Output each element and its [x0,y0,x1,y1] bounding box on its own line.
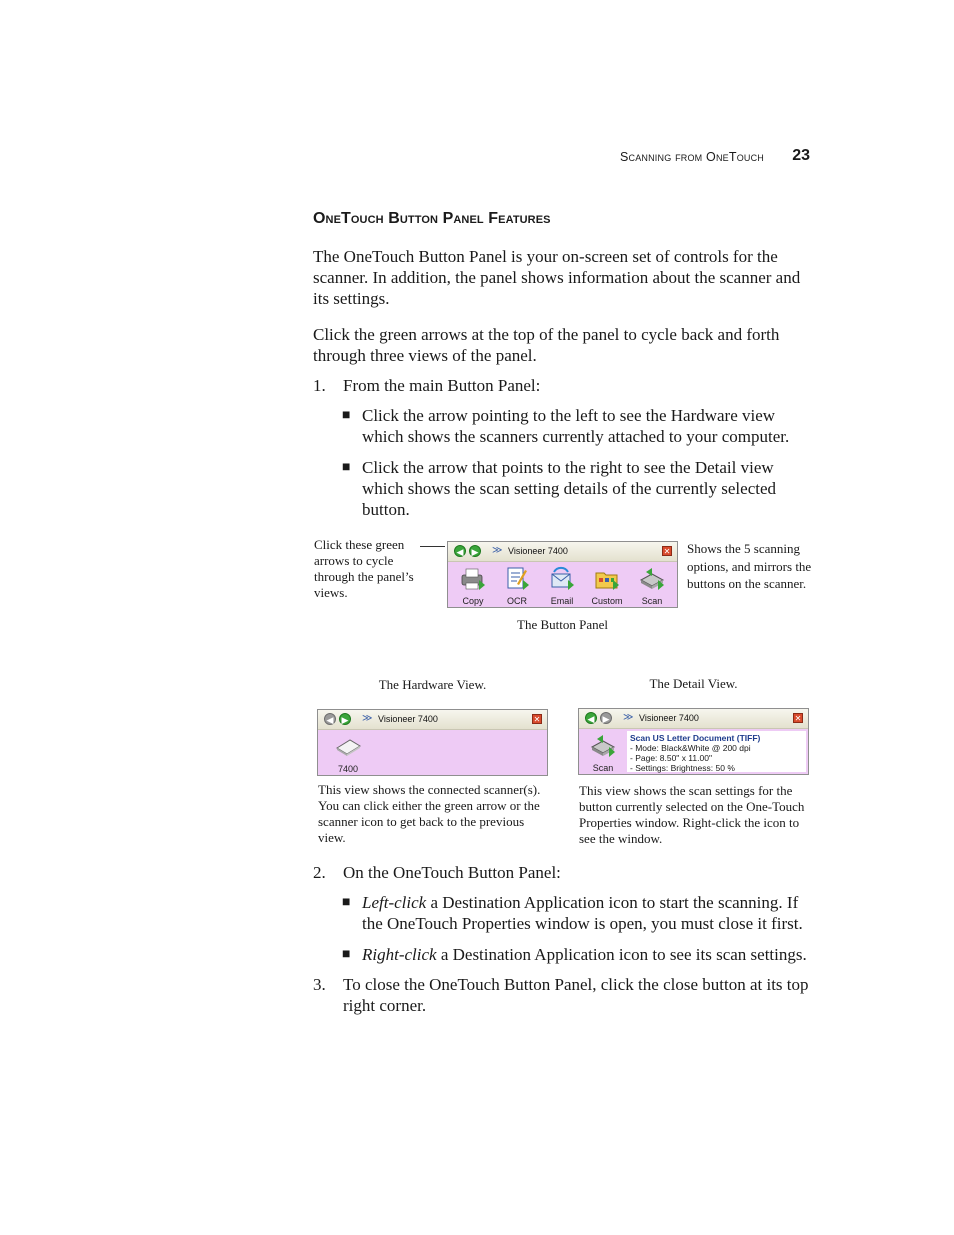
scanner-icon [638,566,666,592]
detail-line: - Settings: Brightness: 50 % [630,763,735,773]
bullet-square-icon: ■ [342,408,351,423]
device-label: 7400 [337,764,359,774]
detail-line: - Page: 8.50" x 11.00" [630,753,712,763]
step-text: From the main Button Panel: [343,376,541,395]
document-edit-icon [503,566,531,592]
detail-line: - Mode: Black&White @ 200 dpi [630,743,751,753]
step-text: On the OneTouch Button Panel: [343,863,561,882]
forward-arrow-icon[interactable]: ▶ [469,545,481,557]
step-number: 3. [313,975,326,994]
back-arrow-icon[interactable]: ◀ [324,713,336,725]
button-label: Custom [591,596,623,606]
scanner-name: Visioneer 7400 [508,546,568,556]
emphasis: Right-click [362,945,437,964]
bullet-item [342,457,814,520]
callout-connector-line [420,546,445,547]
button-label: Email [550,596,574,606]
button-panel-screenshot [447,541,678,608]
scanner-icon [589,733,617,759]
custom-button[interactable] [585,564,629,608]
scan-button[interactable] [630,564,674,608]
bullet-text [362,892,814,934]
scanner-small-icon: ≫ [362,713,373,724]
intro-paragraph: The OneTouch Button Panel is your on-screen set of controls for the scanner. In addition, the panel shows information about the scanner and its settings. [313,247,801,308]
arrows-paragraph: Click the green arrows at the top of the panel to cycle back and forth through three views of the panel. [313,325,780,365]
step-text: To close the OneTouch Button Panel, click the close button at its top right corner. [343,975,809,1015]
button-label: Copy [462,596,484,606]
bullet-text: Click the arrow that points to the right to see the Detail view which shows the scan setting details of the currently selected button. [362,458,777,519]
scanner-small-icon: ≫ [623,712,634,723]
hardware-view-description: This view shows the connected scanner(s). You can click either the green arrow or the scanner icon to get back to the previous view. [318,782,541,845]
detail-title: Scan US Letter Document (TIFF) [630,733,761,743]
figure-caption: The Hardware View. [378,677,487,692]
bullet-text: Click the arrow pointing to the left to see the Hardware view which shows the scanners currently attached to your computer. [362,406,790,446]
scanner-name: Visioneer 7400 [378,714,438,724]
close-icon[interactable]: ✕ [794,714,802,723]
forward-arrow-icon[interactable]: ▶ [600,712,612,724]
email-button[interactable] [540,564,584,608]
detail-view-screenshot [578,708,809,775]
bullet-square-icon: ■ [342,895,351,910]
bullet-text [362,944,814,965]
copy-button[interactable] [451,564,495,608]
detail-view-description: This view shows the scan settings for the button currently selected on the One-Touch Properties window. Right-click the icon to see the window. [579,783,805,846]
ocr-button[interactable] [495,564,539,608]
step-1 [313,375,813,396]
callout-left: Click these green arrows to cycle through the panel’s views. [314,537,414,600]
panel-buttons-area [448,562,677,607]
hardware-area [318,730,547,775]
folder-icon [593,566,621,592]
step-number: 1. [313,376,326,395]
panel-titlebar [318,710,547,730]
bullet-body: a Destination Application icon to see its scan settings. [436,945,807,964]
step-number: 2. [313,863,326,882]
email-icon [548,566,576,592]
printer-icon [459,566,487,592]
emphasis: Left-click [362,893,427,912]
bullet-item [342,892,814,934]
hardware-view-screenshot [317,709,548,776]
panel-titlebar [579,709,808,729]
scan-button[interactable] [581,731,625,775]
figure-caption: The Button Panel [517,617,608,632]
scan-settings-details [627,731,806,772]
detail-area [579,729,808,774]
step-3 [313,974,813,1016]
close-icon[interactable]: ✕ [663,547,671,556]
panel-titlebar [448,542,677,562]
step-2 [313,862,813,883]
scanner-device-button[interactable] [326,732,370,776]
button-label: OCR [507,596,527,606]
bullet-item [342,944,814,965]
scanner-icon [334,734,362,760]
back-arrow-icon[interactable]: ◀ [454,545,466,557]
callout-right: Shows the 5 scanning options, and mirrors the buttons on the scanner. [687,541,812,591]
button-label: Scan [641,596,663,606]
forward-arrow-icon[interactable]: ▶ [339,713,351,725]
button-label: Scan [592,763,614,773]
bullet-square-icon: ■ [342,460,351,475]
section-title: OneTouch Button Panel Features [313,210,551,227]
bullet-square-icon: ■ [342,947,351,962]
bullet-body: a Destination Application icon to start the scanning. If the OneTouch Properties window is open, you must close it first. [362,893,803,933]
page-number: 23 [792,147,810,164]
close-icon[interactable]: ✕ [533,715,541,724]
figure-caption: The Detail View. [649,676,738,691]
scanner-small-icon: ≫ [492,545,503,556]
scanner-name: Visioneer 7400 [639,713,699,723]
back-arrow-icon[interactable]: ◀ [585,712,597,724]
bullet-item [342,405,814,447]
running-header-title: Scanning from OneTouch [619,150,764,164]
